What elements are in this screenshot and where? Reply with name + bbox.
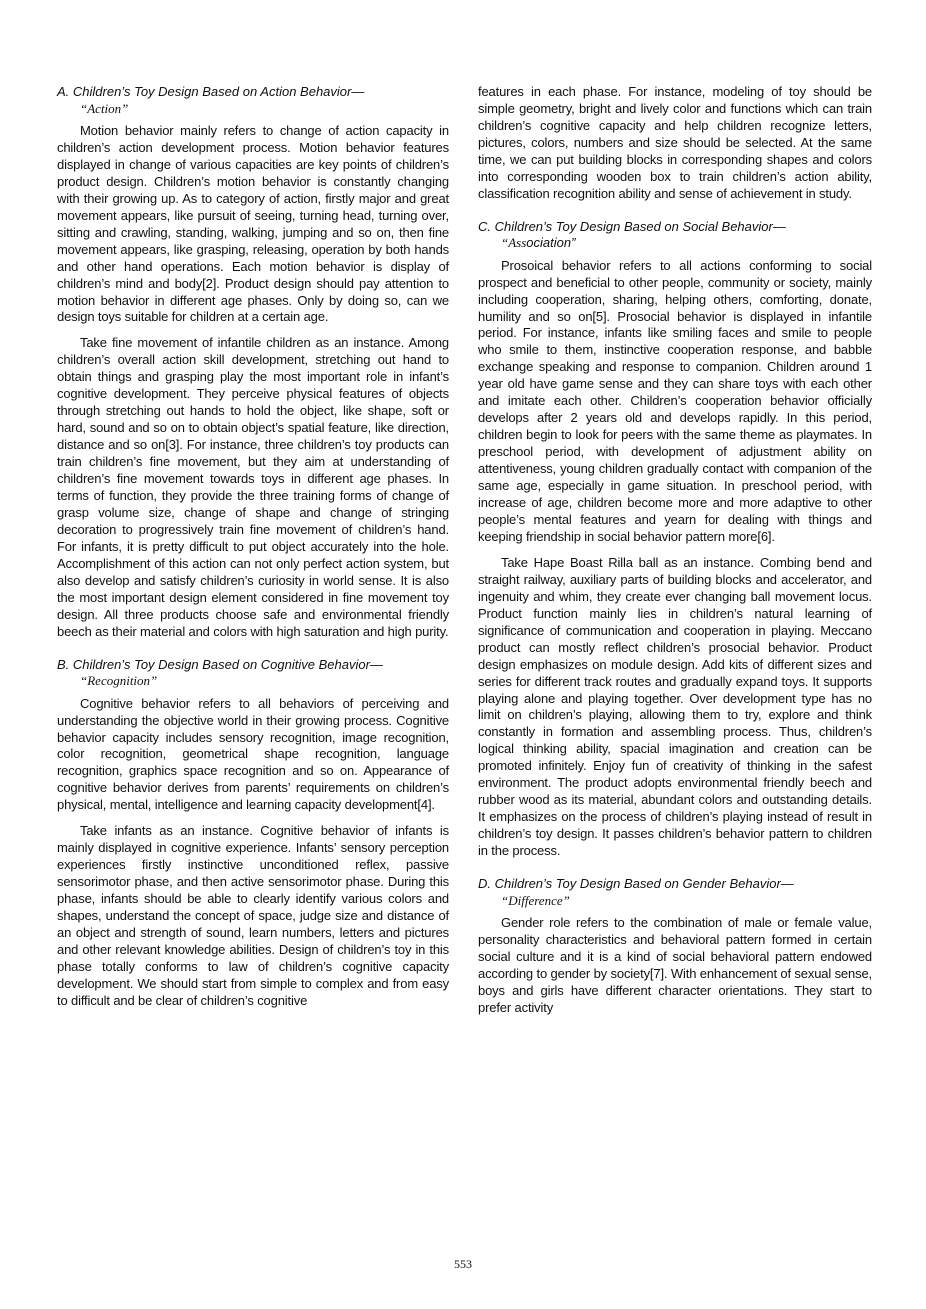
section-b-title: B. Children’s Toy Design Based on Cognitive Behavior— <box>57 656 383 672</box>
section-b-continued-paragraph: features in each phase. For instance, modeling of toy should be simple geometry, bright and lively color and functions which can train children’s cognitive capacity and help children recognize letters, pictures, colors, numbers and size should be selected. At the same time, we can put building blocks in corresponding shapes and colors into corresponding wooden box to train children’s action ability, classification recognition ability and sense of achievement in study. <box>478 84 872 201</box>
section-a-paragraph-1: Motion behavior mainly refers to change of action capacity in children’s action development process. Motion behavior features displayed in change of various capacities are key points of children’s product design. Children’s motion behavior is constantly changing with their growing up. As to category of action, firstly major and great movement appears, like pursuit of seeing, turning head, turning over, sitting and crawling, standing, walking, jumping and so on, then fine movement appears, like grasping, releasing, operation by both hands and other hand operations. Each motion behavior is display of children’s mind and body[2]. Product design should pay attention to motion behavior in different age phases. Only by doing so, can we design toys suitable for children at a certain age. <box>57 123 449 325</box>
section-c-subtitle-italic: “Ass <box>501 235 527 251</box>
section-c-subtitle-rest: ociation” <box>526 235 576 251</box>
section-b-paragraph-1: Cognitive behavior refers to all behaviors of perceiving and understanding the objective world in their growing process. Cognitive behavior capacity includes sensory recognition, image recognition, color recognition, geometrical shape recognition, language recognition, graphics space recognition and so on. Appearance of cognitive behavior derives from parents’ requirements on children’s physical, mental, intelligence and learning capacity development[4]. <box>57 695 449 813</box>
section-c-heading <box>478 219 872 252</box>
section-a-subtitle: “Action” <box>80 100 129 116</box>
section-c-paragraph-1: Prosoical behavior refers to all actions conforming to social prospect and beneficial to other people, community or society, mainly including cooperation, sharing, helping others, comforting, donate, humility and so on[5]. Prosocial behavior is displayed in infantile period. For instance, infants like smiling faces and smile to people who smile to them, instinctive cooperation response, and babble exchange speaking and response to companion. Children around 1 year old have game sense and they can share toys with each other and imitate each other. Children’s cooperation behavior officially develops after 2 years old and develops rapidly. In this period, children begin to look for peers with the same theme as playmates. In preschool period, with development of adjustment ability on attentiveness, young children gradually contact with companion of the same age, especially in game situation. In preschool period, with increase of age, children become more and more adaptive to other people’s mental features and yearn for dealing with things and keeping friendship in social behavior pattern more[6]. <box>478 257 872 544</box>
section-c-paragraph-2: Take Hape Boast Rilla ball as an instance. Combing bend and straight railway, auxiliary parts of building blocks and accelerator, and ingenuity and whim, they create ever changing ball movement locus. Product function mainly lies in children’s natural learning of significance of communication and cooperation in playing. Meccano product can mostly reflect children’s prosocial behavior. Product design emphasizes on module design. Add kits of different sizes and series for different track routes and gradually expand toys. It supports playing alone and playing together. Over development type has no limit on children’s playing, allowing them to try, explore and think constantly in formation and assembling process. Thus, children’s logical thinking ability, spacial imagination and creation can be promoted infinitely. Enjoy fun of creativity of thinking in the safest environment. The product adopts environmental friendly beech and rubber wood as its material, abundant colors and outstanding details. It emphasizes on the process of children’s playing instead of result in children’s toy design. It passes children’s behavior pattern to children in the process. <box>478 554 872 859</box>
section-a-paragraph-2: Take fine movement of infantile children as an instance. Among children’s overall action skill development, stretching out hand to obtain things and grasping play the most important role in infant’s cognitive development. They perceive physical features of objects through stretching out hands to hold the object, like shape, soft or hard, sound and so on to obtain object’s spatial feature, like direction, distance and so on[3]. For instance, three children’s toy products can train children’s fine movement, but they aim at understanding of children’s fine movement towards toys in different age phases. In terms of function, they provide the three training forms of change of grasp volume size, change of shape and change of stringing decoration to progressively train fine movement of children’s hand. For infants, it is pretty difficult to put object accurately into the hole. Accomplishment of this action can not only perfect action system, but also develop and satisfy children’s curiosity in world sense. It is also the most important design element considered in fine movement toy design. All three products choose safe and environmental friendly beech as their material and colors with high saturation and high purity. <box>57 335 449 639</box>
section-d-heading <box>478 876 872 909</box>
right-column <box>478 84 872 1017</box>
section-b-heading <box>57 657 449 690</box>
section-a-title: A. Children’s Toy Design Based on Action Behavior— <box>57 84 365 99</box>
section-c-title: C. Children’s Toy Design Based on Social Behavior— <box>478 218 786 234</box>
left-column <box>57 84 449 1010</box>
section-b-paragraph-2: Take infants as an instance. Cognitive behavior of infants is mainly displayed in cognitive experience. Infants’ sensory perception experiences firstly instinctive unconditioned reflex, passive sensorimotor phase, and then active sensorimotor phase. During this phase, infants should be able to clearly identify various colors and shapes, understand the concept of space, judge size and distance of an object and strength of sound, learn numbers, letters and pictures and other relevant knowledge abilities. Design of children’s toy in this phase totally conforms to law of children’s cognitive capacity development. We should start from simple to complex and from easy to difficult and be clear of children’s cognitive <box>57 823 449 1008</box>
section-a-heading <box>57 84 449 117</box>
section-d-subtitle: “Difference” <box>501 892 570 908</box>
section-d-title: D. Children’s Toy Design Based on Gender Behavior— <box>478 876 794 892</box>
section-d-paragraph-1: Gender role refers to the combination of male or female value, personality characteristics and behavioral pattern formed in certain social culture and it is a kind of social behavioral pattern endowed according to gender by society[7]. With enhancement of sexual sense, boys and girls have different character orientations. They start to prefer activity <box>478 915 872 1015</box>
section-b-subtitle: “Recognition” <box>80 673 158 689</box>
page-number: 553 <box>454 1257 472 1271</box>
